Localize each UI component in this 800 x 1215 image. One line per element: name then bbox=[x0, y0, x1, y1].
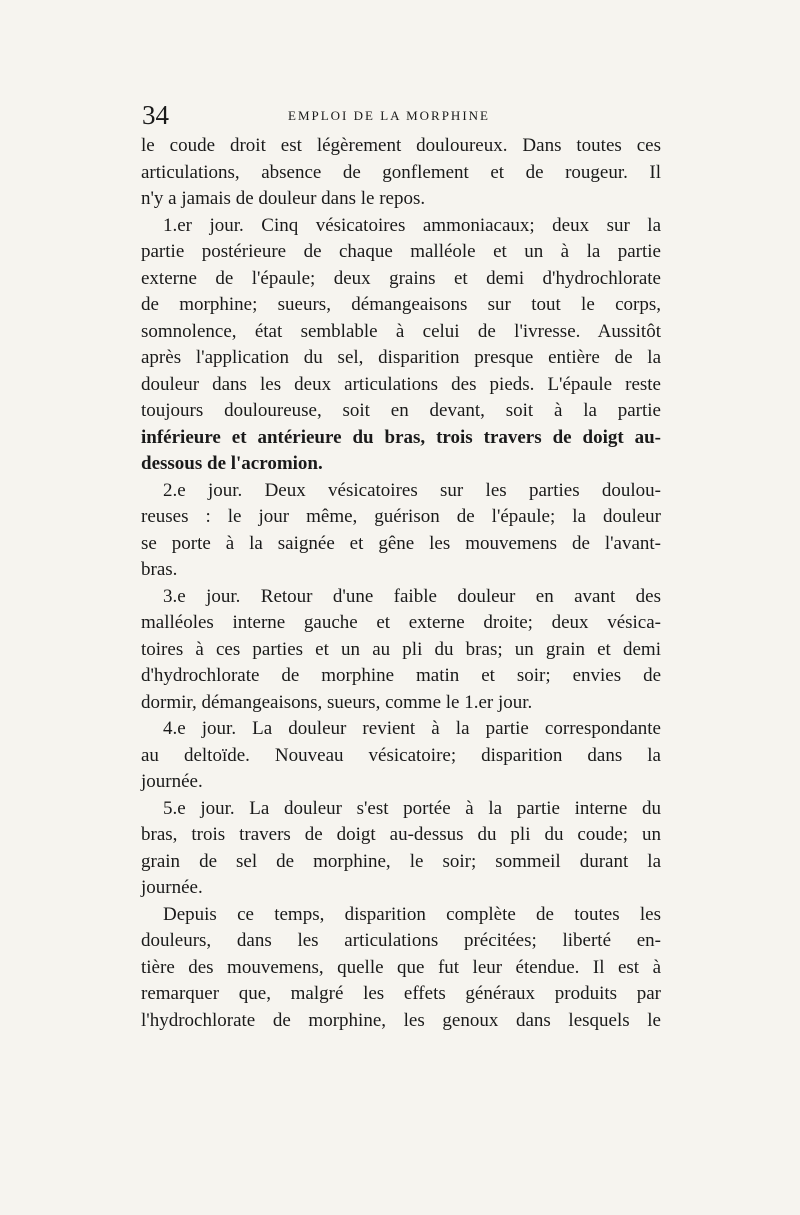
text-line: 3.e jour. Retour d'une faible douleur en avant des bbox=[163, 585, 661, 607]
text-line: n'y a jamais de douleur dans le repos. bbox=[141, 188, 426, 209]
page-number: 34 bbox=[142, 100, 169, 130]
text-line: se porte à la saignée et gêne les mouvemens de l'avant- bbox=[141, 532, 661, 554]
text-line: l'hydrochlorate de morphine, les genoux dans lesquels le bbox=[141, 1009, 661, 1031]
text-line: dessous de l'acromion. bbox=[141, 453, 323, 474]
text-line: douleurs, dans les articulations précitées; liberté en- bbox=[141, 930, 661, 951]
text-line: douleur dans les deux articulations des pieds. L'épaule reste bbox=[141, 373, 661, 395]
text-line: de morphine; sueurs, démangeaisons sur tout le corps, bbox=[141, 294, 661, 315]
text-line: tière des mouvemens, quelle que fut leur étendue. Il est à bbox=[141, 956, 661, 978]
text-line: 1.er jour. Cinq vésicatoires ammoniacaux; deux sur la bbox=[163, 214, 661, 236]
text-line: après l'application du sel, disparition presque entière de la bbox=[141, 347, 661, 368]
text-line: toires à ces parties et un au pli du bras; un grain et demi bbox=[141, 638, 661, 660]
text-line: le coude droit est légèrement douloureux. Dans toutes ces bbox=[141, 135, 661, 156]
text-line: externe de l'épaule; deux grains et demi d'hydrochlorate bbox=[141, 267, 661, 289]
text-line: journée. bbox=[141, 771, 203, 792]
page-header bbox=[142, 98, 662, 132]
text-line: remarquer que, malgré les effets généraux produits par bbox=[141, 983, 661, 1004]
text-line: Depuis ce temps, disparition complète de toutes les bbox=[163, 903, 661, 925]
text-line: grain de sel de morphine, le soir; sommeil durant la bbox=[141, 850, 661, 872]
text-line: 2.e jour. Deux vésicatoires sur les parties doulou- bbox=[163, 479, 661, 501]
text-line: 4.e jour. La douleur revient à la partie correspondante bbox=[163, 718, 661, 739]
body-text bbox=[141, 133, 661, 1034]
text-line: au deltoïde. Nouveau vésicatoire; disparition dans la bbox=[141, 744, 661, 766]
text-line: malléoles interne gauche et externe droite; deux vésica- bbox=[141, 612, 661, 633]
text-line: journée. bbox=[141, 877, 203, 898]
text-line: bras. bbox=[141, 559, 178, 580]
text-line: somnolence, état semblable à celui de l'ivresse. Aussitôt bbox=[141, 320, 661, 342]
text-line: inférieure et antérieure du bras, trois travers de doigt au- bbox=[141, 426, 661, 448]
running-head: EMPLOI DE LA MORPHINE bbox=[288, 108, 490, 123]
text-line: reuses : le jour même, guérison de l'épaule; la douleur bbox=[141, 506, 661, 527]
text-line: bras, trois travers de doigt au-dessus du pli du coude; un bbox=[141, 824, 661, 845]
text-line: partie postérieure de chaque malléole et un à la partie bbox=[141, 241, 661, 262]
text-line: 5.e jour. La douleur s'est portée à la partie interne du bbox=[163, 797, 661, 819]
text-line: dormir, démangeaisons, sueurs, comme le 1.er jour. bbox=[141, 691, 533, 713]
text-line: articulations, absence de gonflement et de rougeur. Il bbox=[141, 161, 661, 183]
text-line: d'hydrochlorate de morphine matin et soir; envies de bbox=[141, 665, 661, 686]
text-line: toujours douloureuse, soit en devant, soit à la partie bbox=[141, 400, 661, 421]
